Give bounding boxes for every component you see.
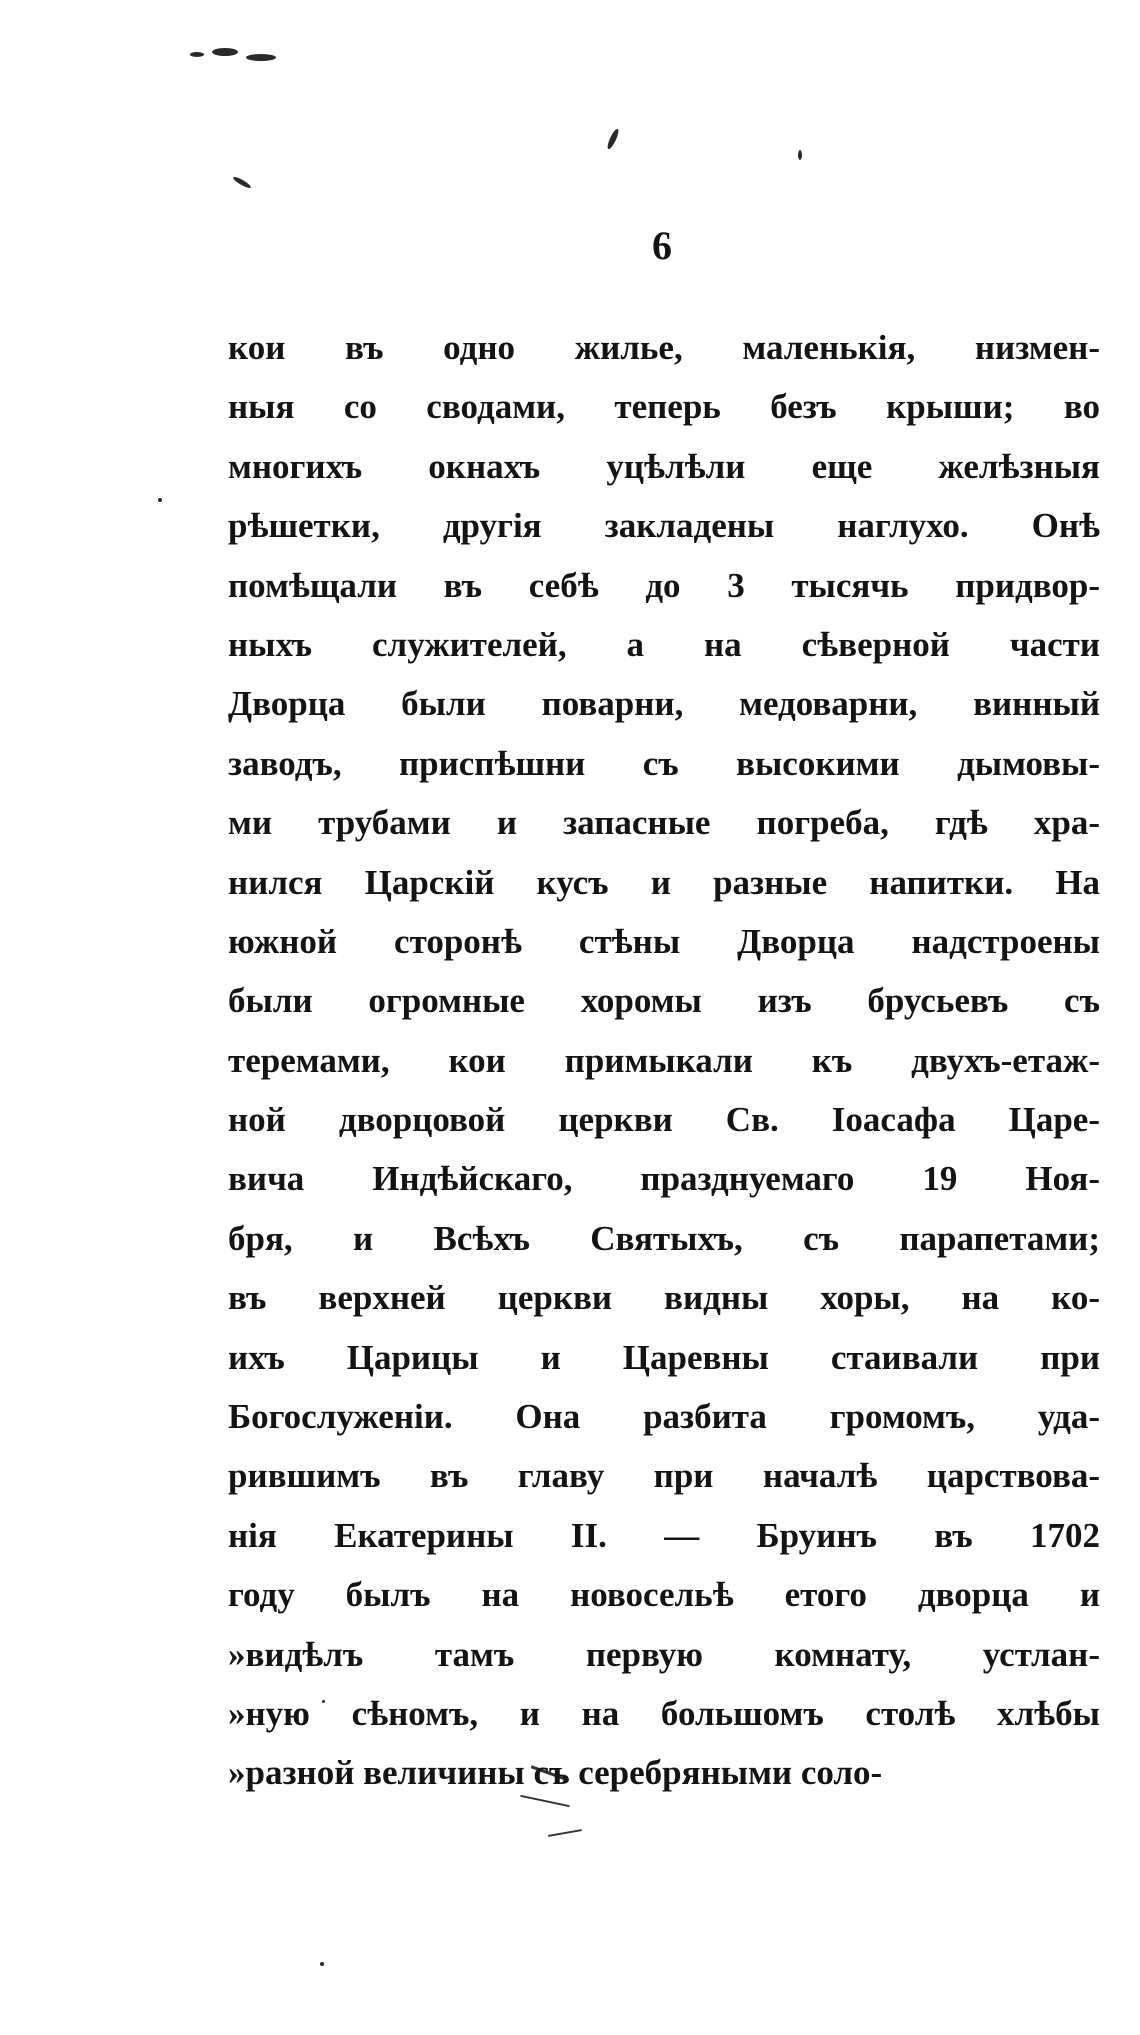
text-line: ми трубами и запасные погреба, гдѣ хра- [228,803,1100,843]
text-line: ныхъ служителей, а на сѣверной части [228,624,1100,664]
text-line: въ верхней церкви видны хоры, на ко- [228,1278,1100,1318]
text-line: ныя со сводами, теперь безъ крыши; во [228,387,1100,427]
text-line: нился Царскій кусъ и разные напитки. На [228,862,1100,902]
scan-speck [798,150,802,160]
text-line: заводъ, приспѣшни съ высокими дымовы- [228,743,1100,783]
text-line: помѣщали въ себѣ до 3 тысячь придвор- [228,565,1100,605]
scan-speck [606,128,621,150]
text-line: бря, и Всѣхъ Святыхъ, съ парапетами; [228,1218,1100,1258]
text-line: году былъ на новосельѣ етого дворца и [228,1575,1100,1615]
scan-speck [190,52,204,57]
text-line: ихъ Царицы и Царевны стаивали при [228,1337,1100,1377]
scan-speck [246,54,276,61]
text-line: южной сторонѣ стѣны Дворца надстроены [228,921,1100,961]
scan-speck [232,175,252,189]
text-line: нія Екатерины II. — Бруинъ въ 1702 [228,1515,1100,1555]
scan-speck [212,48,238,56]
scan-speck [320,1962,324,1966]
text-line: теремами, кои примыкали къ двухъ-етаж- [228,1040,1100,1080]
text-line: рѣшетки, другія закладены наглухо. Онѣ [228,506,1100,546]
text-line: »разной величины съ серебряными соло- [228,1753,883,1793]
scan-speck [158,498,162,502]
page-number: 6 [652,223,672,268]
text-line: многихъ окнахъ уцѣлѣли еще желѣзныя [228,446,1100,486]
text-line: кои въ одно жилье, маленькія, низмен- [228,328,1100,367]
text-line: Дворца были поварни, медоварни, винный [228,684,1100,724]
text-line: вича Индѣйскаго, празднуемаго 19 Ноя- [228,1159,1100,1199]
text-line: были огромные хоромы изъ брусьевъ съ [228,981,1100,1021]
body-text [228,318,1100,1803]
scan-smudge [548,1829,582,1837]
text-line: рившимъ въ главу при началѣ царствова- [228,1456,1100,1496]
text-line: »ную сѣномъ, и на большомъ столѣ хлѣбы [228,1693,1100,1733]
text-line: »видѣлъ тамъ первую комнату, устлан- [228,1634,1100,1674]
text-line: Богослуженіи. Она разбита громомъ, уда- [228,1397,1100,1437]
text-line: ной дворцовой церкви Св. Іоасафа Царе- [228,1100,1100,1140]
